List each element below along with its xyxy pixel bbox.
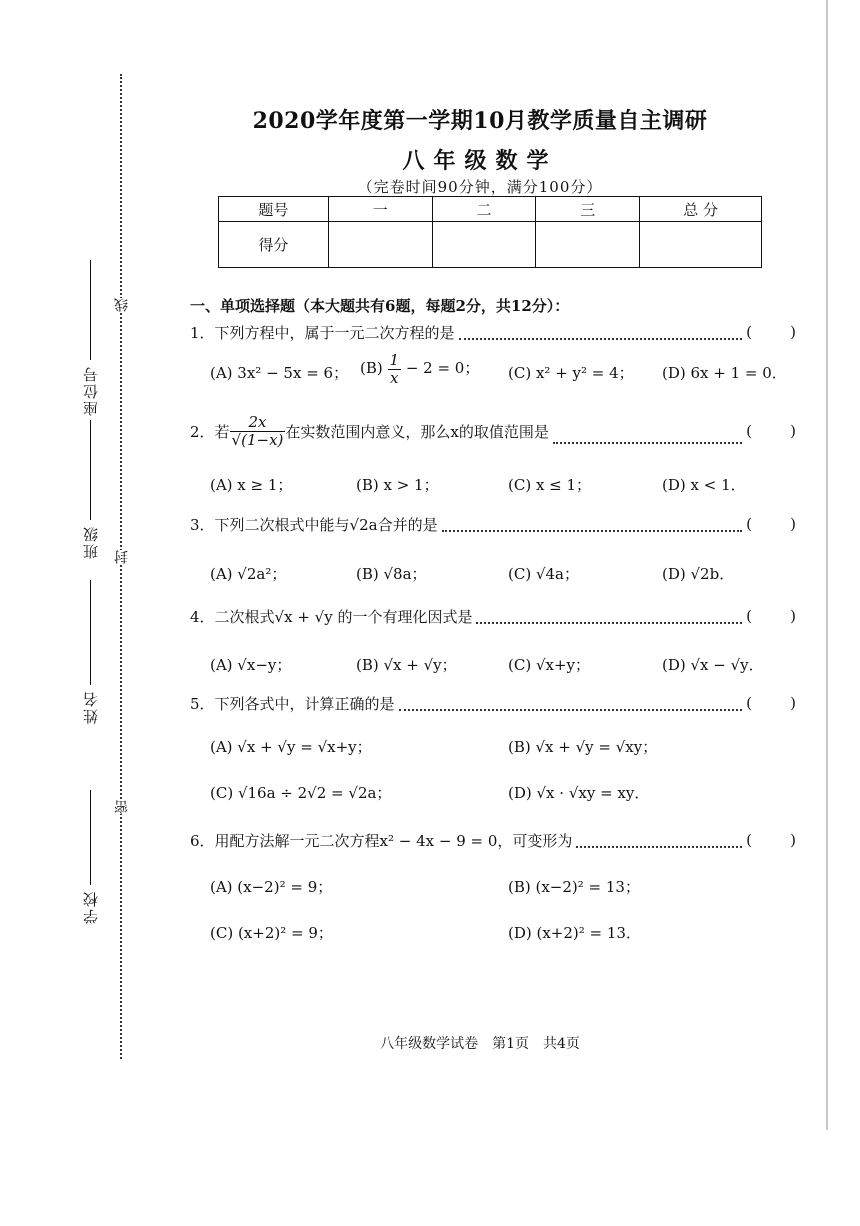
score-row-label: 得分 [219,222,329,268]
seat-blank [90,260,91,360]
option-rest: − 2 = 0； [401,359,480,377]
option-c: (C) √16a ÷ 2√2 = √2a； [210,784,392,802]
seal-char-secret: 密 [114,800,130,814]
option-b: (B) (x−2)² = 13； [508,878,640,896]
fraction [388,352,402,386]
score-table [218,196,762,268]
school-label: 学校 [82,890,100,924]
leader-dots [476,622,742,624]
score-input-cell[interactable] [536,222,640,268]
question-stem: 6．用配方法解一元二次方程x² − 4x − 9 = 0，可变形为 [190,831,573,850]
option-d: (D) x < 1． [662,476,746,494]
seal-char-line: 线 [114,298,130,312]
page-edge-line [826,0,828,1130]
option-b: (B) √x + √y； [356,656,457,674]
seal-char-seal: 封 [114,550,130,564]
fraction-denominator: √(1−x) [231,430,284,449]
answer-paren[interactable]: ( ) [746,694,796,712]
leader-dots [576,846,742,848]
option-c: (C) x² + y² = 4； [508,364,634,382]
score-input-cell[interactable] [328,222,432,268]
option-a: (A) (x−2)² = 9； [210,878,333,896]
question-stem-pre: 2．若 [190,422,230,441]
leader-dots [459,338,743,340]
option-d: (D) √2b． [662,565,735,583]
score-header-cell: 一 [328,197,432,222]
name-blank [90,580,91,685]
name-label: 姓名 [82,690,100,724]
option-a: (A) x ≥ 1； [210,476,293,494]
option-b [360,352,479,386]
exam-title: 2020学年度第一学期10月教学质量自主调研 [252,108,708,134]
question-stem: 5．下列各式中，计算正确的是 [190,694,395,713]
option-c: (C) (x+2)² = 9； [210,924,333,942]
score-header-cell: 三 [536,197,640,222]
question-5 [190,691,796,715]
option-label: (B) [360,359,388,377]
option-d: (D) (x+2)² = 13． [508,924,641,942]
option-c: (C) x ≤ 1； [508,476,592,494]
score-header-cell: 总 分 [640,197,762,222]
seat-label: 座位号 [82,365,100,416]
question-stem: 1．下列方程中，属于一元二次方程的是 [190,323,455,342]
binding-dotted-line [120,74,122,1059]
answer-paren[interactable]: ( ) [746,323,796,341]
option-d: (D) √x − √y． [662,656,764,674]
score-header-cell: 题号 [219,197,329,222]
option-b: (B) √x + √y = √xy； [508,738,658,756]
score-header-cell: 二 [432,197,536,222]
fraction-numerator: 2x [230,414,286,432]
score-input-cell[interactable] [432,222,536,268]
fraction-numerator: 1 [389,351,400,369]
option-c: (C) √x+y； [508,656,591,674]
question-1 [190,320,796,344]
option-a: (A) 3x² − 5x = 6； [210,364,349,382]
option-a: (A) √2a²； [210,565,287,583]
leader-dots [399,709,743,711]
answer-paren[interactable]: ( ) [746,831,796,849]
question-stem-post: 在实数范围内意义，那么x的取值范围是 [285,422,549,441]
page-footer: 八年级数学试卷 第1页 共4页 [380,1036,580,1052]
answer-paren[interactable]: ( ) [746,515,796,533]
leader-dots [442,530,743,532]
question-6 [190,828,796,852]
leader-dots [553,442,742,444]
class-blank [90,420,91,520]
section-heading: 一、单项选择题（本大题共有6题，每题2分，共12分）： [190,297,570,315]
answer-paren[interactable]: ( ) [746,422,796,440]
exam-note: （完卷时间90分钟，满分100分） [357,178,603,196]
school-blank [90,790,91,885]
answer-paren[interactable]: ( ) [746,607,796,625]
fraction [230,414,286,448]
class-label: 班级 [82,525,100,559]
question-2 [190,414,796,448]
question-stem: 3．下列二次根式中能与√2a合并的是 [190,515,438,534]
question-4 [190,604,796,628]
option-b: (B) √8a； [356,565,427,583]
score-input-cell[interactable] [640,222,762,268]
option-d: (D) 6x + 1 = 0． [662,364,787,382]
fraction-denominator: x [390,368,399,387]
option-a: (A) √x + √y = √x+y； [210,738,372,756]
question-3 [190,512,796,536]
question-stem: 4．二次根式√x + √y 的一个有理化因式是 [190,607,473,626]
subject-title: 八年级数学 [402,148,558,174]
option-d: (D) √x · √xy = xy． [508,784,650,802]
option-a: (A) √x−y； [210,656,292,674]
option-c: (C) √4a； [508,565,579,583]
option-b: (B) x > 1； [356,476,439,494]
